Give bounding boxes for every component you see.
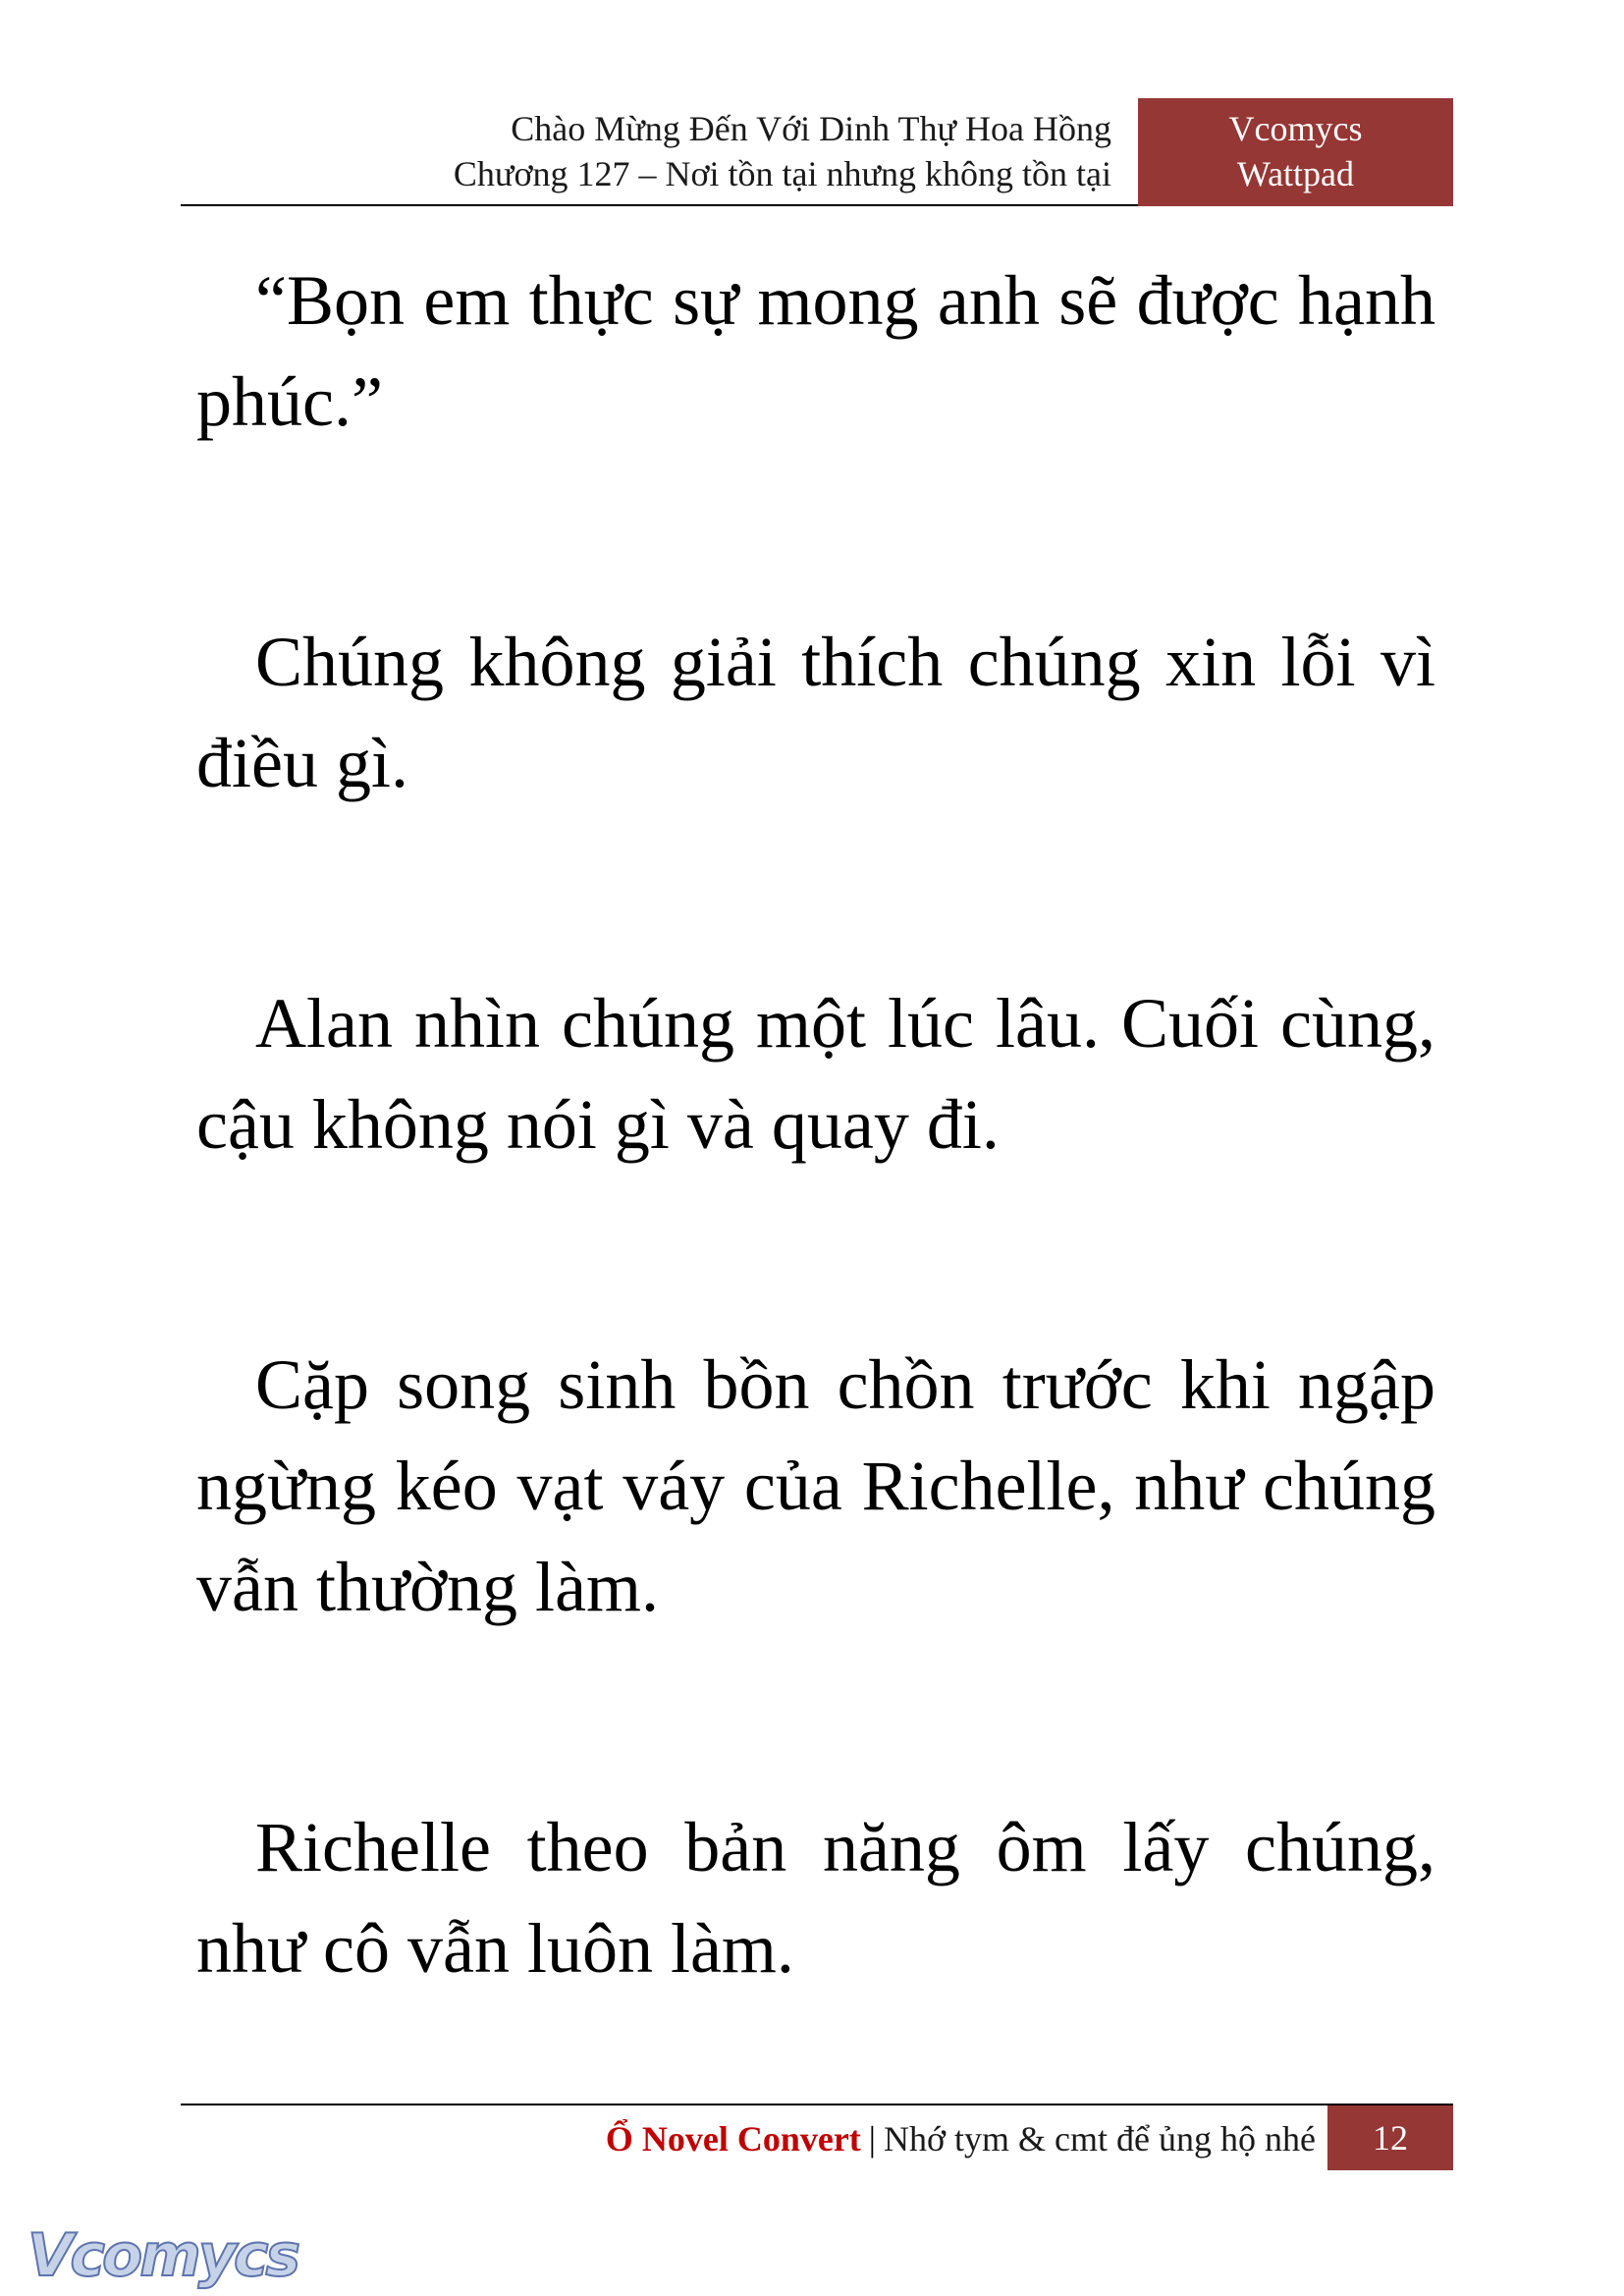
footer-separator: | xyxy=(868,2119,877,2159)
paragraph: Chúng không giải thích chúng xin lỗi vì điều gì. xyxy=(196,623,1435,802)
header-titles xyxy=(181,98,1127,204)
watermark-logo: Vcomycs xyxy=(27,2221,298,2290)
paragraph: Cặp song sinh bồn chồn trước khi ngập ngừng kéo vạt váy của Richelle, như chúng vẫn thường làm. xyxy=(196,1345,1435,1626)
brand-name: Vcomycs xyxy=(1228,109,1363,148)
paragraph: Alan nhìn chúng một lúc lâu. Cuối cùng, cậu không nói gì và quay đi. xyxy=(196,984,1435,1164)
header-brand-box xyxy=(1138,98,1453,206)
chapter-title: Chương 127 – Nơi tồn tại nhưng không tồn tại xyxy=(453,154,1111,193)
page-header xyxy=(181,98,1453,206)
brand-platform: Wattpad xyxy=(1236,154,1355,193)
paragraph: “Bọn em thực sự mong anh sẽ được hạnh phúc.” xyxy=(196,261,1435,441)
book-title: Chào Mừng Đến Với Dinh Thự Hoa Hồng xyxy=(511,109,1111,148)
page-footer xyxy=(181,2104,1453,2172)
footer-message: Nhớ tym & cmt để ủng hộ nhé xyxy=(884,2119,1316,2159)
footer-brand: Ổ Novel Convert xyxy=(605,2119,861,2159)
footer-text xyxy=(606,2111,1316,2166)
page-number: 12 xyxy=(1327,2105,1453,2170)
footer-divider xyxy=(181,2104,1453,2105)
paragraph: Richelle theo bản năng ôm lấy chúng, như cô vẫn luôn làm. xyxy=(196,1808,1435,1988)
page-body xyxy=(196,250,1435,2159)
